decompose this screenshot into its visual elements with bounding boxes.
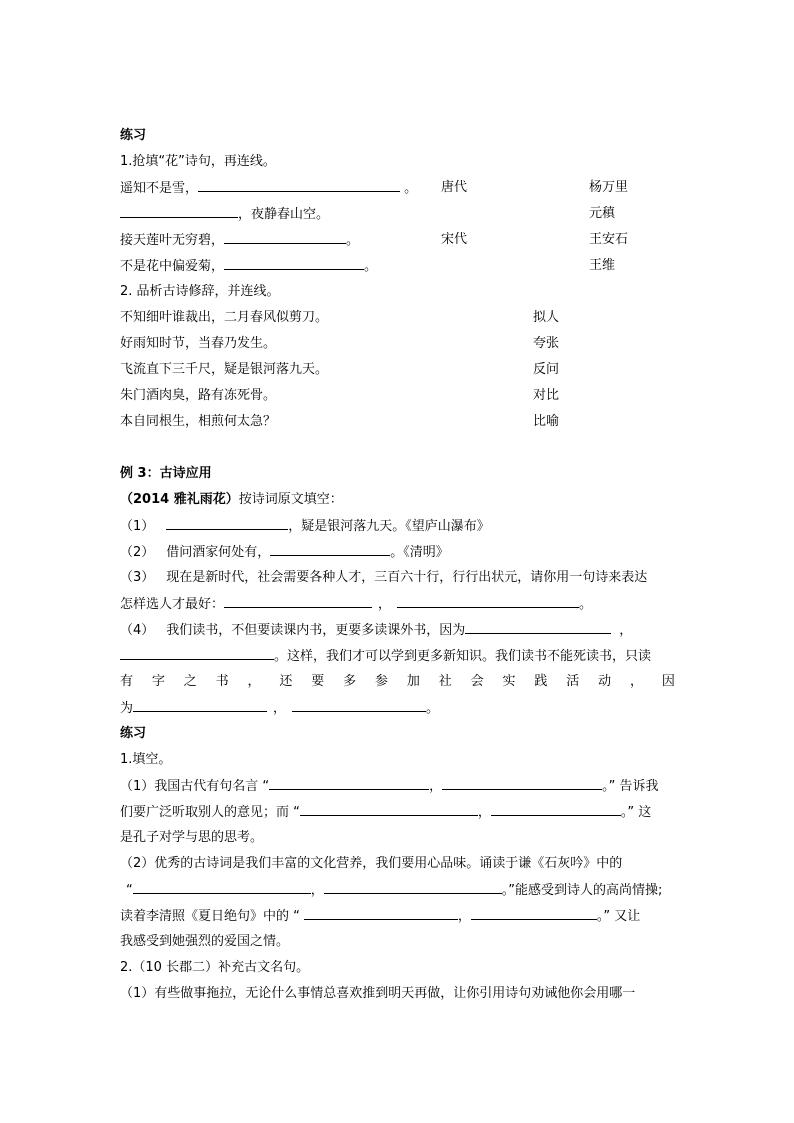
dynasty-tang: 唐代 xyxy=(441,180,468,195)
answer-blank[interactable] xyxy=(269,777,429,790)
answer-blank[interactable] xyxy=(224,257,364,270)
poet-name: 元稹 xyxy=(589,206,616,221)
poet-name: 王安石 xyxy=(589,232,629,247)
fill-item-4-line-2: 。这样，我们才可以学到更多新知识。我们读书不能死读书，只读 xyxy=(120,647,651,666)
answer-blank[interactable] xyxy=(120,205,238,218)
rhetoric-line: 飞流直下三千尺，疑是银河落九天。 xyxy=(120,362,329,377)
fill-paragraph-2-line-4: 我感受到她强烈的爱国之情。 xyxy=(120,934,290,949)
fill-item-2: （2） 借问酒家何处有， 。《清明》 xyxy=(120,545,449,560)
rhetoric-line: 不知细叶谁裁出，二月春风似剪刀。 xyxy=(120,310,329,325)
rhetoric-device: 拟人 xyxy=(533,310,560,325)
fill-item-4-line-3: 有 字 之 书 ， 还 要 多 参 加 社 会 实 践 活 动 ， 因 xyxy=(120,674,675,689)
question-2: 2.（10 长郡二）补充古文名句。 xyxy=(120,960,310,975)
fill-paragraph-2-line-3: 读着李清照《夏日绝句》中的 “ ， 。” 又让 xyxy=(120,909,641,924)
question-2: 2. 品析古诗修辞，并连线。 xyxy=(120,284,280,299)
rhetoric-line: 本自同根生，相煎何太急？ xyxy=(120,414,277,429)
answer-blank[interactable] xyxy=(292,699,426,712)
answer-blank[interactable] xyxy=(133,881,311,894)
fill-paragraph-1: （1）我国古代有句名言 “ ， 。” 告诉我 xyxy=(120,779,659,794)
dynasty-song: 宋代 xyxy=(441,232,468,247)
fill-item-4-line-4: 为 ， 。 xyxy=(120,701,440,716)
fill-paragraph-2-line-2: “ ， 。”能感受到诗人的高尚情操; xyxy=(126,883,663,898)
rhetoric-device: 比喻 xyxy=(533,414,560,429)
rhetoric-device: 反问 xyxy=(533,362,560,377)
answer-blank[interactable] xyxy=(133,699,267,712)
question-2-part-1: （1）有些做事拖拉，无论什么事情总喜欢推到明天再做，让你引用诗句劝诫他你会用哪一 xyxy=(120,986,636,1001)
section-heading: 练习 xyxy=(120,726,147,741)
fill-paragraph-1-line-2: 们要广泛听取别人的意见；而 “ ， 。” 这 xyxy=(120,805,652,820)
poet-name: 杨万里 xyxy=(589,180,629,195)
answer-blank[interactable] xyxy=(166,517,288,530)
fill-paragraph-2: （2）优秀的古诗词是我们丰富的文化营养，我们要用心品味。诵读于谦《石灰吟》中的 xyxy=(120,856,623,871)
section-heading: 练习 xyxy=(120,128,147,143)
answer-blank[interactable] xyxy=(300,803,478,816)
answer-blank[interactable] xyxy=(120,647,274,660)
rhetoric-line: 好雨知时节，当春乃发生。 xyxy=(120,336,277,351)
poet-name: 王维 xyxy=(589,258,616,273)
answer-blank[interactable] xyxy=(304,907,458,920)
poem-line-1: 遥知不是雪， 。 xyxy=(120,181,418,196)
example-instruction: （2014 雅礼雨花）按诗词原文填空： xyxy=(120,492,343,507)
answer-blank[interactable] xyxy=(471,907,597,920)
answer-blank[interactable] xyxy=(270,543,390,556)
poem-line-2: ，夜静春山空。 xyxy=(120,205,329,224)
answer-blank[interactable] xyxy=(224,231,346,244)
answer-blank[interactable] xyxy=(442,777,602,790)
rhetoric-device: 对比 xyxy=(533,388,560,403)
question-1: 1.抢填“花”诗句，再连线。 xyxy=(120,154,276,169)
rhetoric-device: 夸张 xyxy=(533,336,560,351)
answer-blank[interactable] xyxy=(465,621,611,634)
fill-item-4: （4） 我们读书，不但要读课内书，更要多读课外书，因为 ， xyxy=(120,623,633,638)
poem-line-3: 接天莲叶无穷碧， 。 xyxy=(120,233,360,248)
fill-item-3-line-2: 怎样选人才最好： ， 。 xyxy=(120,597,593,612)
rhetoric-line: 朱门酒肉臭，路有冻死骨。 xyxy=(120,388,277,403)
fill-item-3: （3） 现在是新时代，社会需要各种人才，三百六十行，行行出状元，请你用一句诗来表达 xyxy=(120,570,648,585)
answer-blank[interactable] xyxy=(491,803,621,816)
question-1: 1.填空。 xyxy=(120,752,172,767)
answer-blank[interactable] xyxy=(324,881,502,894)
fill-paragraph-1-line-3: 是孔子对学与思的思考。 xyxy=(120,830,264,845)
answer-blank[interactable] xyxy=(224,595,372,608)
example-heading: 例 3：古诗应用 xyxy=(120,466,212,481)
answer-blank[interactable] xyxy=(397,595,579,608)
fill-item-1: （1） ，疑是银河落九天。《望庐山瀑布》 xyxy=(120,519,490,534)
poem-line-4: 不是花中偏爱菊， 。 xyxy=(120,259,378,274)
answer-blank[interactable] xyxy=(198,179,400,192)
